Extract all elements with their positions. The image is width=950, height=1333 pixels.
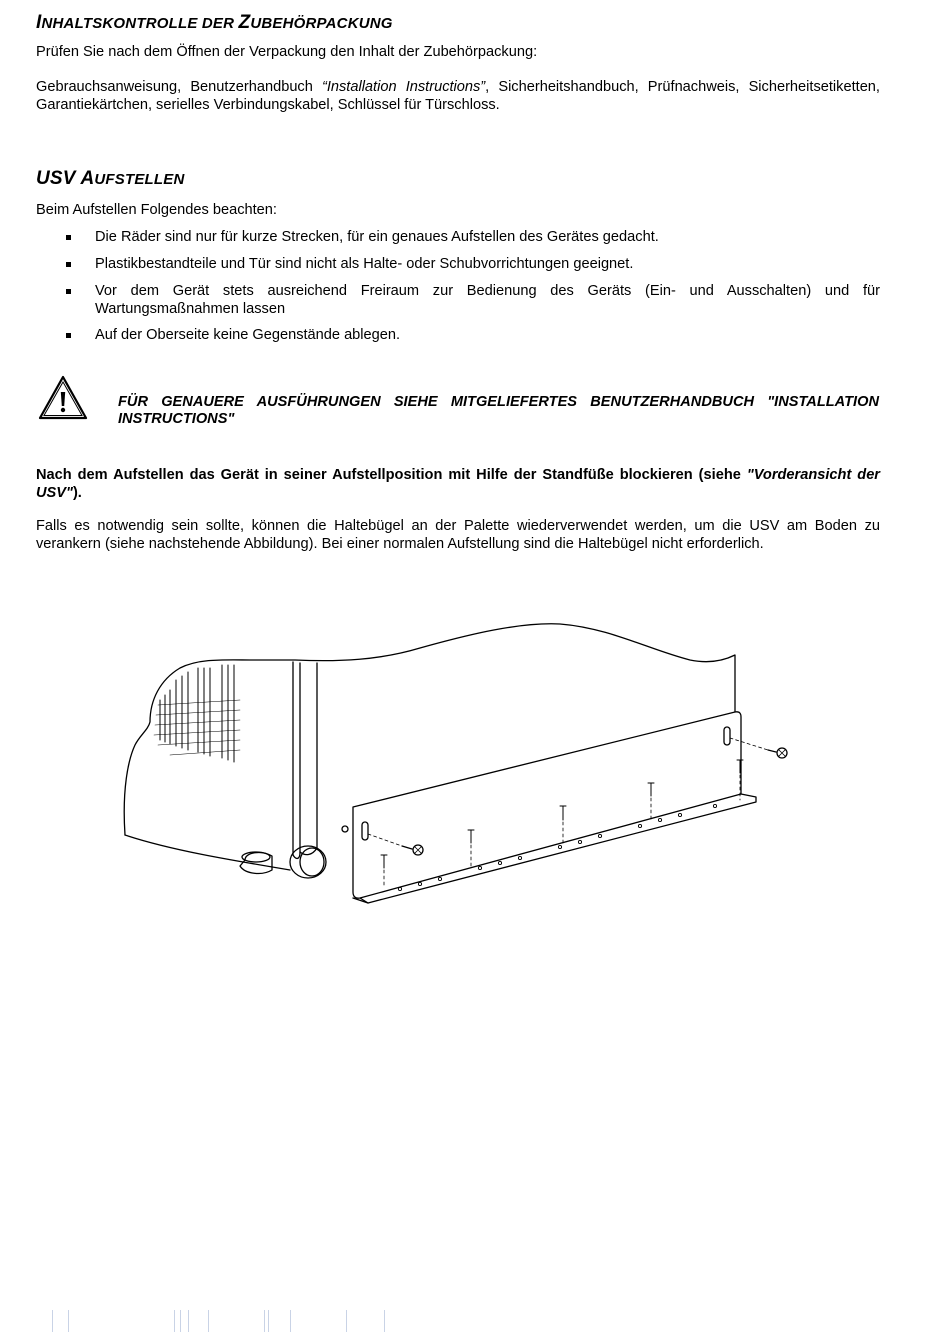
- note-italic-ref: "Vorderansicht der USV": [36, 467, 880, 501]
- note-part-a: Nach dem Aufstellen das Gerät in seiner Aufstellposition mit Hilfe der Standfüße blockieren (siehe: [36, 467, 747, 483]
- list-item: [95, 283, 880, 318]
- square-bullet-icon: [66, 333, 71, 338]
- ups-bracket-illustration: [110, 615, 810, 915]
- list-item-text: Die Räder sind nur für kurze Strecken, für ein genaues Aufstellen des Gerätes gedacht.: [95, 229, 659, 245]
- anchoring-paragraph: Falls es notwendig sein sollte, können die Haltebügel an der Palette wiederverwendet werden, um die USV am Boden zu verankern (siehe nachstehende Abbildung). Bei einer normalen Aufstellung sind die Haltebügel nicht erforderlich.: [36, 518, 880, 552]
- list-item: [95, 327, 880, 345]
- heading-rest-2: UBEHÖRPACKUNG: [250, 15, 393, 32]
- square-bullet-icon: [66, 262, 71, 267]
- heading-initial-2: Z: [238, 12, 251, 33]
- note-part-b: ).: [72, 484, 82, 501]
- heading-rest: NHALTSKONTROLLE DER: [41, 15, 239, 32]
- setup-intro-text: Beim Aufstellen Folgendes beachten:: [36, 202, 277, 218]
- heading-rest: UFSTELLEN: [94, 171, 185, 188]
- note-bold-text: [36, 467, 880, 502]
- contents-part-a: Gebrauchsanweisung, Benutzerhandbuch: [36, 79, 322, 95]
- list-item: [95, 256, 880, 274]
- heading-initial: I: [36, 12, 42, 33]
- contents-list-text: [36, 79, 880, 114]
- heading-initial: USV A: [36, 168, 95, 189]
- intro-text: Prüfen Sie nach dem Öffnen der Verpackung den Inhalt der Zubehörpackung:: [36, 44, 538, 60]
- section-heading-usv-aufstellen: [36, 168, 185, 190]
- contents-italic: “Installation Instructions”: [321, 79, 486, 95]
- section-heading-inhaltskontrolle: [36, 12, 393, 34]
- list-item-text: Plastikbestandteile und Tür sind nicht als Halte- oder Schubvorrichtungen geeignet.: [95, 256, 634, 272]
- square-bullet-icon: [66, 289, 71, 294]
- square-bullet-icon: [66, 235, 71, 240]
- contents-part-b: , Sicherheitshandbuch, Prüfnachweis, Sicherheitsetiketten, Garantiekärtchen, serielles Verbindungskabel, Schlüssel für Türschloss.: [36, 79, 880, 113]
- warning-text: FÜR GENAUERE AUSFÜHRUNGEN SIEHE MITGELIEFERTES BENUTZERHANDBUCH "INSTALLATION INSTRUCTIONS": [118, 393, 879, 428]
- warning-triangle-icon: [38, 375, 88, 420]
- list-item: [95, 229, 880, 247]
- list-item-text: Vor dem Gerät stets ausreichend Freiraum zur Bedienung des Geräts (Ein- und Ausschalten) und für Wartungsmaßnahmen lassen: [95, 283, 880, 317]
- list-item-text: Auf der Oberseite keine Gegenstände ablegen.: [95, 327, 401, 343]
